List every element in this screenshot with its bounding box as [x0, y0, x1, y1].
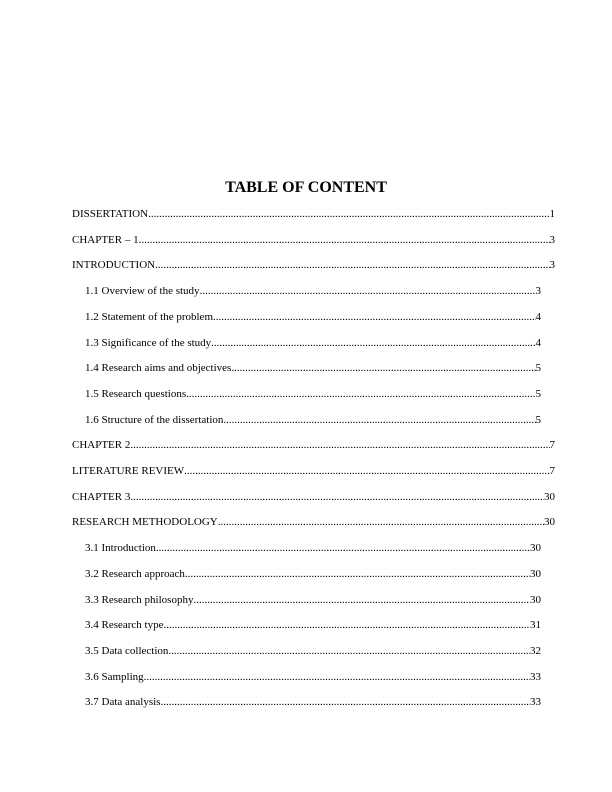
toc-entry-text: 1.1 Overview of the study	[85, 285, 200, 297]
toc-leader-dots	[211, 336, 535, 350]
toc-entry-page: 30	[544, 516, 555, 528]
toc-entry-page: 30	[530, 568, 541, 580]
toc-leader-dots	[186, 387, 535, 401]
toc-entry[interactable]	[72, 207, 555, 221]
toc-entry-text: DISSERTATION	[72, 208, 149, 220]
toc-entry-text: 1.2 Statement of the problem	[85, 311, 213, 323]
toc-entry-page: 5	[535, 414, 541, 426]
toc-entry-page: 30	[530, 542, 541, 554]
toc-entry-text: 3.4 Research type	[85, 619, 164, 631]
toc-entry-text: CHAPTER 2	[72, 439, 131, 451]
toc-entry[interactable]	[72, 515, 555, 529]
toc-entry[interactable]	[72, 233, 555, 247]
toc-entry-text: CHAPTER 3	[72, 491, 131, 503]
toc-entry-text: RESEARCH METHODOLOGY	[72, 516, 218, 528]
toc-leader-dots	[148, 207, 549, 221]
toc-entry[interactable]	[72, 464, 555, 478]
toc-leader-dots	[185, 567, 530, 581]
toc-entry-page: 3	[535, 285, 541, 297]
toc-entry-text: 3.7 Data analysis	[85, 696, 161, 708]
toc-entry-page: 3	[549, 259, 555, 271]
toc-entry-page: 5	[535, 362, 541, 374]
toc-entry[interactable]	[85, 284, 541, 298]
toc-leader-dots	[193, 593, 530, 607]
toc-entry-page: 32	[530, 645, 541, 657]
toc-title: TABLE OF CONTENT	[225, 179, 387, 196]
toc-leader-dots	[139, 233, 550, 247]
toc-entry[interactable]	[85, 361, 541, 375]
toc-leader-dots	[144, 670, 530, 684]
toc-entry[interactable]	[85, 387, 541, 401]
toc-entry[interactable]	[85, 695, 541, 709]
toc-entry-text: 1.6 Structure of the dissertation	[85, 414, 224, 426]
toc-entry[interactable]	[85, 644, 541, 658]
toc-entry-text: 3.6 Sampling	[85, 671, 144, 683]
toc-entry[interactable]	[85, 567, 541, 581]
toc-entry[interactable]	[72, 258, 555, 272]
toc-entry[interactable]	[85, 413, 541, 427]
toc-leader-dots	[130, 490, 544, 504]
toc-entry[interactable]	[85, 593, 541, 607]
toc-entry-page: 7	[549, 439, 555, 451]
toc-leader-dots	[160, 695, 530, 709]
toc-entry-text: CHAPTER – 1	[72, 234, 139, 246]
toc-leader-dots	[231, 361, 535, 375]
toc-entry-page: 31	[530, 619, 541, 631]
toc-entry-page: 30	[530, 594, 541, 606]
toc-entry[interactable]	[85, 336, 541, 350]
toc-entry-page: 4	[535, 311, 541, 323]
toc-leader-dots	[130, 438, 549, 452]
toc-entry[interactable]	[72, 438, 555, 452]
toc-entry-text: 1.3 Significance of the study	[85, 337, 212, 349]
toc-leader-dots	[200, 284, 536, 298]
toc-leader-dots	[168, 644, 530, 658]
toc-entry-text: 3.1 Introduction	[85, 542, 156, 554]
toc-leader-dots	[213, 310, 536, 324]
toc-entry-page: 5	[535, 388, 541, 400]
toc-entry-text: 3.2 Research approach	[85, 568, 185, 580]
toc-entry[interactable]	[85, 618, 541, 632]
toc-entry-text: 1.5 Research questions	[85, 388, 187, 400]
toc-leader-dots	[184, 464, 549, 478]
toc-entry-page: 3	[549, 234, 555, 246]
toc-entry-text: 3.3 Research philosophy	[85, 594, 194, 606]
toc-entry-text: 1.4 Research aims and objectives	[85, 362, 232, 374]
toc-leader-dots	[164, 618, 531, 632]
toc-entry-page: 33	[530, 696, 541, 708]
toc-entry-text: 3.5 Data collection	[85, 645, 169, 657]
toc-entry-page: 30	[544, 491, 555, 503]
toc-leader-dots	[156, 541, 530, 555]
toc-entry-text: LITERATURE REVIEW	[72, 465, 185, 477]
toc-leader-dots	[155, 258, 549, 272]
toc-leader-dots	[218, 515, 544, 529]
toc-entry[interactable]	[72, 490, 555, 504]
toc-entry-page: 4	[535, 337, 541, 349]
toc-entry-page: 7	[549, 465, 555, 477]
toc-entry[interactable]	[85, 310, 541, 324]
toc-leader-dots	[223, 413, 535, 427]
toc-entry-page: 33	[530, 671, 541, 683]
toc-entry[interactable]	[85, 541, 541, 555]
toc-entry[interactable]	[85, 670, 541, 684]
toc-entry-text: INTRODUCTION	[72, 259, 156, 271]
toc-entry-page: 1	[549, 208, 555, 220]
